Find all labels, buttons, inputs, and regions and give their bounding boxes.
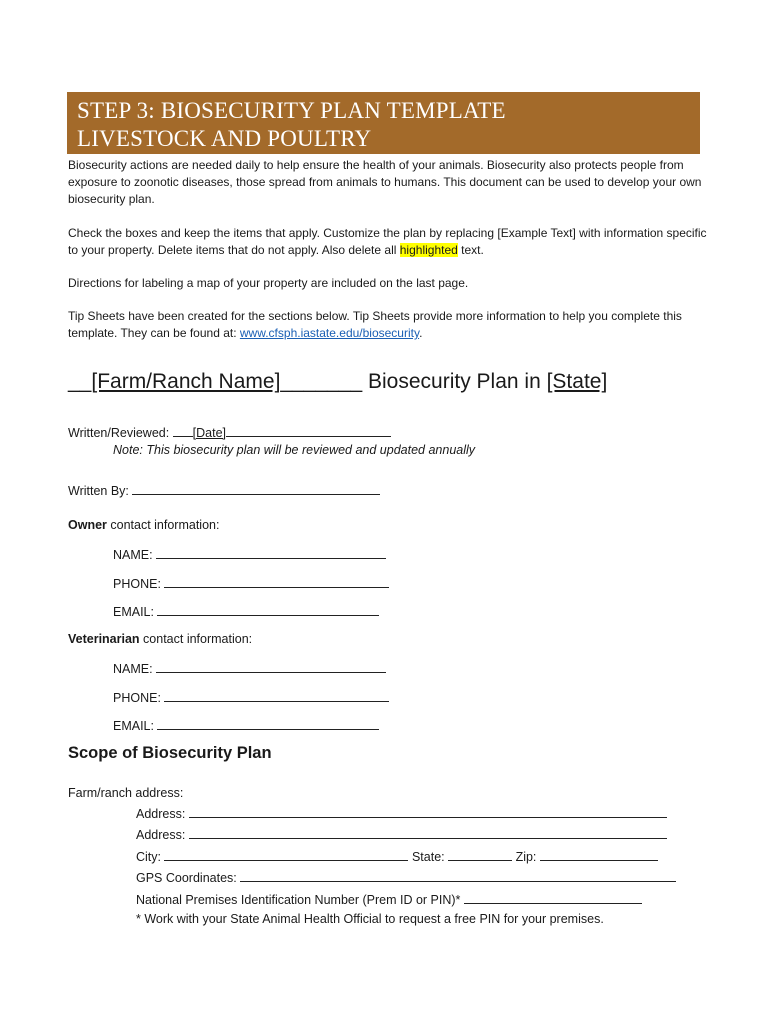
farm-name-placeholder[interactable]: [Farm/Ranch Name] <box>91 370 281 393</box>
address-row-2 <box>136 826 667 842</box>
intro-paragraph-4-text: Tip Sheets have been created for the sections below. Tip Sheets provide more information to help you complete this template. They can be found at: <box>68 309 682 340</box>
vet-email-blank[interactable] <box>157 717 379 730</box>
owner-heading <box>68 518 219 532</box>
intro-paragraph-1: Biosecurity actions are needed daily to help ensure the health of your animals. Biosecurity also protects people from exposure to zoonotic diseases, those spread from animals to humans. This document can be used to develop your own biosecurity plan. <box>68 158 702 206</box>
state-placeholder[interactable]: [State] <box>546 370 608 393</box>
city-label: City: <box>136 850 165 864</box>
plan-title-middle: _______ Biosecurity Plan in <box>280 370 547 393</box>
owner-email-blank[interactable] <box>157 603 379 616</box>
banner-title-line2: LIVESTOCK AND POULTRY <box>77 126 372 151</box>
gps-label: GPS Coordinates: <box>136 871 241 885</box>
note-label: Note: <box>113 443 143 457</box>
zip-label: Zip: <box>512 850 540 864</box>
field-label: NAME: <box>113 662 157 676</box>
state-blank[interactable] <box>448 848 512 861</box>
gps-row <box>136 869 676 885</box>
vet-name-blank[interactable] <box>156 660 386 673</box>
city-blank[interactable] <box>164 848 408 861</box>
vet-email-row <box>113 717 379 733</box>
gps-blank[interactable] <box>240 869 676 882</box>
intro-paragraph-2-text: Check the boxes and keep the items that apply. Customize the plan by replacing [Example Text] with information specific to your property. Delete items that do not apply. Also delete all <box>68 226 707 257</box>
plan-title <box>68 370 607 394</box>
premises-label: National Premises Identification Number (Prem ID or PIN)* <box>136 893 464 907</box>
address-row-1 <box>136 805 667 821</box>
date-blank-lead <box>173 424 193 437</box>
written-by-label: Written By: <box>68 484 133 498</box>
written-by-blank[interactable] <box>132 482 380 495</box>
zip-blank[interactable] <box>540 848 658 861</box>
owner-rest: contact information: <box>106 518 220 532</box>
owner-label: Owner <box>68 518 107 532</box>
date-placeholder[interactable]: [Date] <box>192 426 227 440</box>
intro-paragraph-2-end: text. <box>457 243 484 257</box>
field-label: PHONE: <box>113 691 165 705</box>
written-reviewed-row <box>68 424 391 440</box>
written-reviewed-label: Written/Reviewed: <box>68 426 173 440</box>
intro-paragraph-4 <box>68 308 708 342</box>
owner-email-row <box>113 603 379 619</box>
vet-label: Veterinarian <box>68 632 140 646</box>
address-1-blank[interactable] <box>189 805 667 818</box>
address-label: Address: <box>136 828 189 842</box>
field-label: NAME: <box>113 548 157 562</box>
highlighted-word: highlighted <box>399 243 458 257</box>
written-by-row <box>68 482 380 498</box>
intro-paragraph-2 <box>68 225 708 259</box>
owner-name-blank[interactable] <box>156 546 386 559</box>
owner-phone-row <box>113 575 389 591</box>
step-banner <box>67 92 700 154</box>
date-blank[interactable] <box>226 424 391 437</box>
note-text: This biosecurity plan will be reviewed and updated annually <box>142 443 476 457</box>
owner-phone-blank[interactable] <box>164 575 389 588</box>
intro-paragraph-4-end: . <box>419 326 423 340</box>
address-label: Address: <box>136 807 189 821</box>
premises-id-row <box>136 891 642 907</box>
banner-title-line1: STEP 3: BIOSECURITY PLAN TEMPLATE <box>77 98 506 123</box>
city-state-zip-row <box>136 848 658 864</box>
vet-phone-row <box>113 689 389 705</box>
premises-id-blank[interactable] <box>464 891 642 904</box>
state-label: State: <box>408 850 449 864</box>
field-label: EMAIL: <box>113 605 158 619</box>
scope-heading: Scope of Biosecurity Plan <box>68 744 272 762</box>
field-label: PHONE: <box>113 577 165 591</box>
vet-rest: contact information: <box>139 632 253 646</box>
vet-phone-blank[interactable] <box>164 689 389 702</box>
intro-paragraph-3: Directions for labeling a map of your property are included on the last page. <box>68 276 469 290</box>
address-2-blank[interactable] <box>189 826 667 839</box>
annual-review-note <box>113 443 475 457</box>
vet-name-row <box>113 660 386 676</box>
pin-footnote: * Work with your State Animal Health Official to request a free PIN for your premises. <box>136 912 604 926</box>
vet-heading <box>68 632 252 646</box>
field-label: EMAIL: <box>113 719 158 733</box>
farm-address-label: Farm/ranch address: <box>68 786 184 800</box>
biosecurity-link[interactable]: www.cfsph.iastate.edu/biosecurity <box>239 326 420 340</box>
plan-title-prefix: __ <box>68 370 92 393</box>
owner-name-row <box>113 546 386 562</box>
